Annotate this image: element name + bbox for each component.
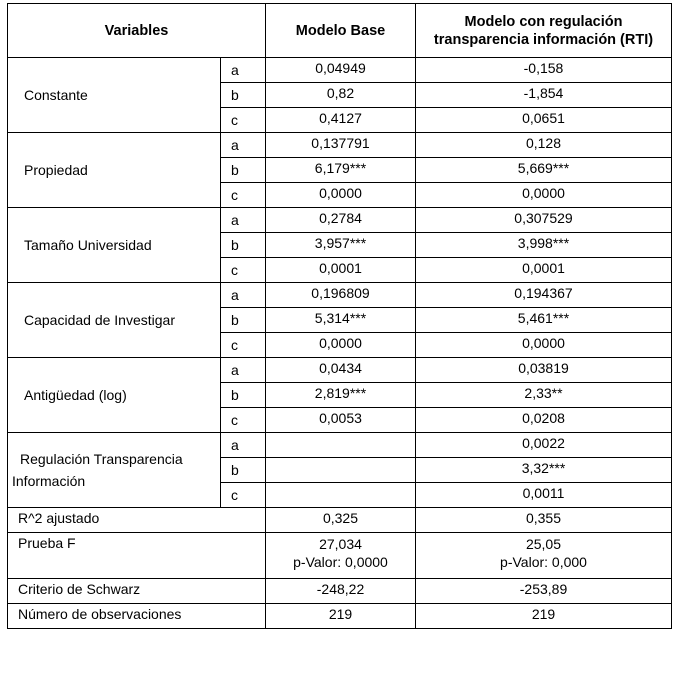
stat-row-f bbox=[8, 533, 672, 579]
variable-name: Tamaño Universidad bbox=[8, 208, 221, 283]
row-letter: a bbox=[221, 58, 266, 83]
row-letter: b bbox=[221, 383, 266, 408]
variable-name: Antigüedad (log) bbox=[8, 358, 221, 433]
header-modelo-base: Modelo Base bbox=[266, 4, 416, 58]
header-rti-line2: transparencia información (RTI) bbox=[433, 31, 654, 48]
stat-label: R^2 ajustado bbox=[8, 508, 266, 533]
row-letter: b bbox=[221, 308, 266, 333]
row-letter: c bbox=[221, 183, 266, 208]
rti-value: -1,854 bbox=[416, 83, 672, 108]
rti-value: 0,0001 bbox=[416, 258, 672, 283]
results-table-container bbox=[7, 3, 672, 629]
base-value bbox=[266, 533, 416, 579]
base-value: 0,82 bbox=[266, 83, 416, 108]
variable-name-line1: Regulación Transparencia bbox=[20, 451, 183, 467]
base-value: 6,179*** bbox=[266, 158, 416, 183]
row-letter: c bbox=[221, 483, 266, 508]
base-value: 0,2784 bbox=[266, 208, 416, 233]
base-value: 0,196809 bbox=[266, 283, 416, 308]
base-value: 0,0001 bbox=[266, 258, 416, 283]
rti-f-pvalue: p-Valor: 0,000 bbox=[500, 554, 587, 570]
row-letter: c bbox=[221, 408, 266, 433]
rti-value: -253,89 bbox=[416, 579, 672, 604]
base-value: 0,137791 bbox=[266, 133, 416, 158]
rti-value: 0,0208 bbox=[416, 408, 672, 433]
rti-value: 0,03819 bbox=[416, 358, 672, 383]
base-value: 0,4127 bbox=[266, 108, 416, 133]
rti-value: 0,0000 bbox=[416, 183, 672, 208]
base-value: 5,314*** bbox=[266, 308, 416, 333]
base-value: 0,0000 bbox=[266, 333, 416, 358]
table-row bbox=[8, 283, 672, 308]
rti-value: 0,307529 bbox=[416, 208, 672, 233]
row-letter: b bbox=[221, 458, 266, 483]
row-letter: a bbox=[221, 283, 266, 308]
base-value bbox=[266, 433, 416, 458]
base-value: 0,325 bbox=[266, 508, 416, 533]
rti-value: 219 bbox=[416, 604, 672, 629]
row-letter: a bbox=[221, 208, 266, 233]
base-value: 0,0000 bbox=[266, 183, 416, 208]
table-row bbox=[8, 208, 672, 233]
base-f-pvalue: p-Valor: 0,0000 bbox=[293, 554, 388, 570]
row-letter: b bbox=[221, 83, 266, 108]
rti-value: 0,0011 bbox=[416, 483, 672, 508]
base-value: 3,957*** bbox=[266, 233, 416, 258]
row-letter: a bbox=[221, 358, 266, 383]
base-value: 0,04949 bbox=[266, 58, 416, 83]
header-rti-line1: Modelo con regulación bbox=[464, 13, 623, 30]
header-row bbox=[8, 4, 672, 58]
rti-value: 0,194367 bbox=[416, 283, 672, 308]
rti-value: 0,355 bbox=[416, 508, 672, 533]
row-letter: c bbox=[221, 108, 266, 133]
variable-name bbox=[8, 433, 221, 508]
table-row bbox=[8, 58, 672, 83]
rti-value: 5,669*** bbox=[416, 158, 672, 183]
table-row bbox=[8, 133, 672, 158]
base-value bbox=[266, 483, 416, 508]
variable-name: Propiedad bbox=[8, 133, 221, 208]
row-letter: b bbox=[221, 233, 266, 258]
rti-value: 0,0022 bbox=[416, 433, 672, 458]
variable-name-line2: Información bbox=[12, 473, 86, 489]
base-value bbox=[266, 458, 416, 483]
row-letter: a bbox=[221, 433, 266, 458]
rti-value: 0,128 bbox=[416, 133, 672, 158]
variable-name: Capacidad de Investigar bbox=[8, 283, 221, 358]
stat-label: Criterio de Schwarz bbox=[8, 579, 266, 604]
rti-value: 0,0000 bbox=[416, 333, 672, 358]
row-letter: b bbox=[221, 158, 266, 183]
base-value: 2,819*** bbox=[266, 383, 416, 408]
stat-row-schwarz bbox=[8, 579, 672, 604]
stat-label: Prueba F bbox=[8, 533, 266, 579]
base-value: 0,0053 bbox=[266, 408, 416, 433]
table-row bbox=[8, 358, 672, 383]
stat-row-r2 bbox=[8, 508, 672, 533]
row-letter: a bbox=[221, 133, 266, 158]
table-row bbox=[8, 433, 672, 458]
base-value: -248,22 bbox=[266, 579, 416, 604]
row-letter: c bbox=[221, 333, 266, 358]
rti-value bbox=[416, 533, 672, 579]
base-value: 219 bbox=[266, 604, 416, 629]
rti-value: -0,158 bbox=[416, 58, 672, 83]
rti-value: 2,33** bbox=[416, 383, 672, 408]
base-f-value: 27,034 bbox=[319, 536, 362, 552]
rti-value: 3,998*** bbox=[416, 233, 672, 258]
rti-value: 5,461*** bbox=[416, 308, 672, 333]
base-value: 0,0434 bbox=[266, 358, 416, 383]
header-modelo-rti bbox=[416, 4, 672, 58]
rti-value: 3,32*** bbox=[416, 458, 672, 483]
regression-results-table bbox=[7, 3, 672, 629]
rti-f-value: 25,05 bbox=[525, 536, 562, 552]
variable-name: Constante bbox=[8, 58, 221, 133]
stat-row-n bbox=[8, 604, 672, 629]
header-variables: Variables bbox=[8, 4, 266, 58]
stat-label: Número de observaciones bbox=[8, 604, 266, 629]
row-letter: c bbox=[221, 258, 266, 283]
rti-value: 0,0651 bbox=[416, 108, 672, 133]
